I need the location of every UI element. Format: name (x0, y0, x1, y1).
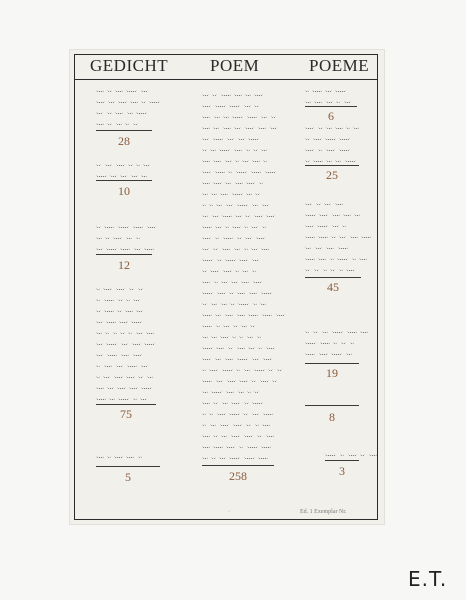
scribble-line (96, 394, 162, 402)
stanza-rule (305, 106, 357, 107)
scribble-line (305, 199, 371, 207)
scribble-line (202, 156, 286, 164)
scribble-line (202, 90, 286, 98)
scribble-line (202, 321, 286, 329)
scribble-line (202, 277, 286, 285)
scribble-line (202, 178, 286, 186)
scribble-line (202, 376, 286, 384)
scribble-line (305, 265, 371, 273)
scribble-line (202, 233, 286, 241)
scribble-block (96, 452, 162, 463)
scribble-line (202, 145, 286, 153)
scribble-line (325, 450, 391, 458)
stanza-rule (325, 460, 359, 461)
scribble-block (96, 284, 162, 405)
scribble-block (96, 160, 162, 182)
scribble-line (96, 97, 162, 105)
scribble-line (202, 354, 286, 362)
scribble-line (202, 343, 286, 351)
scribble-block (202, 90, 286, 464)
edition-note: Ed. 1 Exemplar Nr. (300, 509, 347, 515)
scribble-line (96, 86, 162, 94)
stanza-rule (305, 405, 359, 406)
scribble-line (202, 387, 286, 395)
scribble-line (202, 453, 286, 461)
scribble-line (202, 299, 286, 307)
scribble-line (96, 233, 162, 241)
scribble-line (96, 244, 162, 252)
scribble-line (96, 284, 162, 292)
scribble-line (202, 332, 286, 340)
scribble-line (305, 145, 371, 153)
scribble-block (96, 86, 162, 130)
line-count: 8 (329, 410, 335, 424)
scribble-line (202, 255, 286, 263)
scribble-line (202, 222, 286, 230)
scribble-line (96, 383, 162, 391)
scribble-line (202, 365, 286, 373)
scribble-line (96, 452, 162, 460)
scribble-line (96, 295, 162, 303)
scribble-line (202, 431, 286, 439)
scribble-line (305, 232, 371, 240)
scribble-line (202, 420, 286, 428)
line-count: 25 (326, 168, 338, 182)
scribble-line (202, 288, 286, 296)
scribble-line (96, 361, 162, 369)
scribble-line (96, 160, 162, 168)
scribble-line (305, 134, 371, 142)
scribble-block (305, 199, 371, 276)
line-count: 5 (125, 470, 131, 484)
scribble-line (202, 398, 286, 406)
footer-mark: · (228, 509, 230, 515)
line-count: 28 (118, 134, 130, 148)
line-count: 19 (326, 366, 338, 380)
scribble-line (305, 221, 371, 229)
line-count: 258 (229, 469, 247, 483)
scribble-block (305, 86, 371, 108)
scribble-line (305, 97, 371, 105)
header-poem: POEM (210, 56, 260, 75)
scribble-line (96, 317, 162, 325)
scribble-line (202, 211, 286, 219)
scribble-line (96, 222, 162, 230)
scribble-line (202, 134, 286, 142)
scribble-line (202, 442, 286, 450)
header-rule (75, 79, 377, 80)
scribble-line (202, 101, 286, 109)
stanza-rule (305, 165, 359, 166)
scribble-line (96, 372, 162, 380)
scribble-line (202, 112, 286, 120)
stanza-rule (96, 254, 152, 255)
scribble-line (202, 167, 286, 175)
line-count: 12 (118, 258, 130, 272)
line-count: 10 (118, 184, 130, 198)
scribble-line (202, 244, 286, 252)
scribble-line (305, 349, 371, 357)
scribble-line (96, 350, 162, 358)
stanza-rule (96, 466, 160, 467)
scribble-block (96, 222, 162, 255)
line-count: 3 (339, 464, 345, 478)
scribble-line (96, 328, 162, 336)
header-gedicht: GEDICHT (90, 56, 169, 75)
scribble-line (305, 254, 371, 262)
scribble-line (202, 123, 286, 131)
scribble-line (96, 306, 162, 314)
scribble-line (202, 189, 286, 197)
scribble-line (202, 310, 286, 318)
scribble-line (202, 200, 286, 208)
scribble-line (305, 156, 371, 164)
scribble-line (96, 119, 162, 127)
stanza-rule (96, 130, 152, 131)
scribble-line (305, 210, 371, 218)
signature: E.T. (408, 567, 448, 591)
stanza-rule (96, 404, 156, 405)
stanza-rule (305, 277, 361, 278)
scribble-block (305, 327, 371, 360)
header-poeme: POEME (309, 56, 370, 75)
stanza-rule (96, 180, 152, 181)
scribble-line (305, 327, 371, 335)
scribble-block (305, 123, 371, 167)
stanza-rule (305, 363, 359, 364)
line-count: 45 (327, 280, 339, 294)
scribble-line (305, 123, 371, 131)
line-count: 75 (120, 407, 132, 421)
scribble-line (202, 266, 286, 274)
line-count: 6 (328, 109, 334, 123)
scribble-line (96, 108, 162, 116)
scribble-line (96, 339, 162, 347)
scribble-line (305, 243, 371, 251)
scribble-line (305, 86, 371, 94)
stanza-rule (202, 465, 274, 466)
scribble-line (202, 409, 286, 417)
scribble-line (305, 338, 371, 346)
scribble-line (96, 171, 162, 179)
